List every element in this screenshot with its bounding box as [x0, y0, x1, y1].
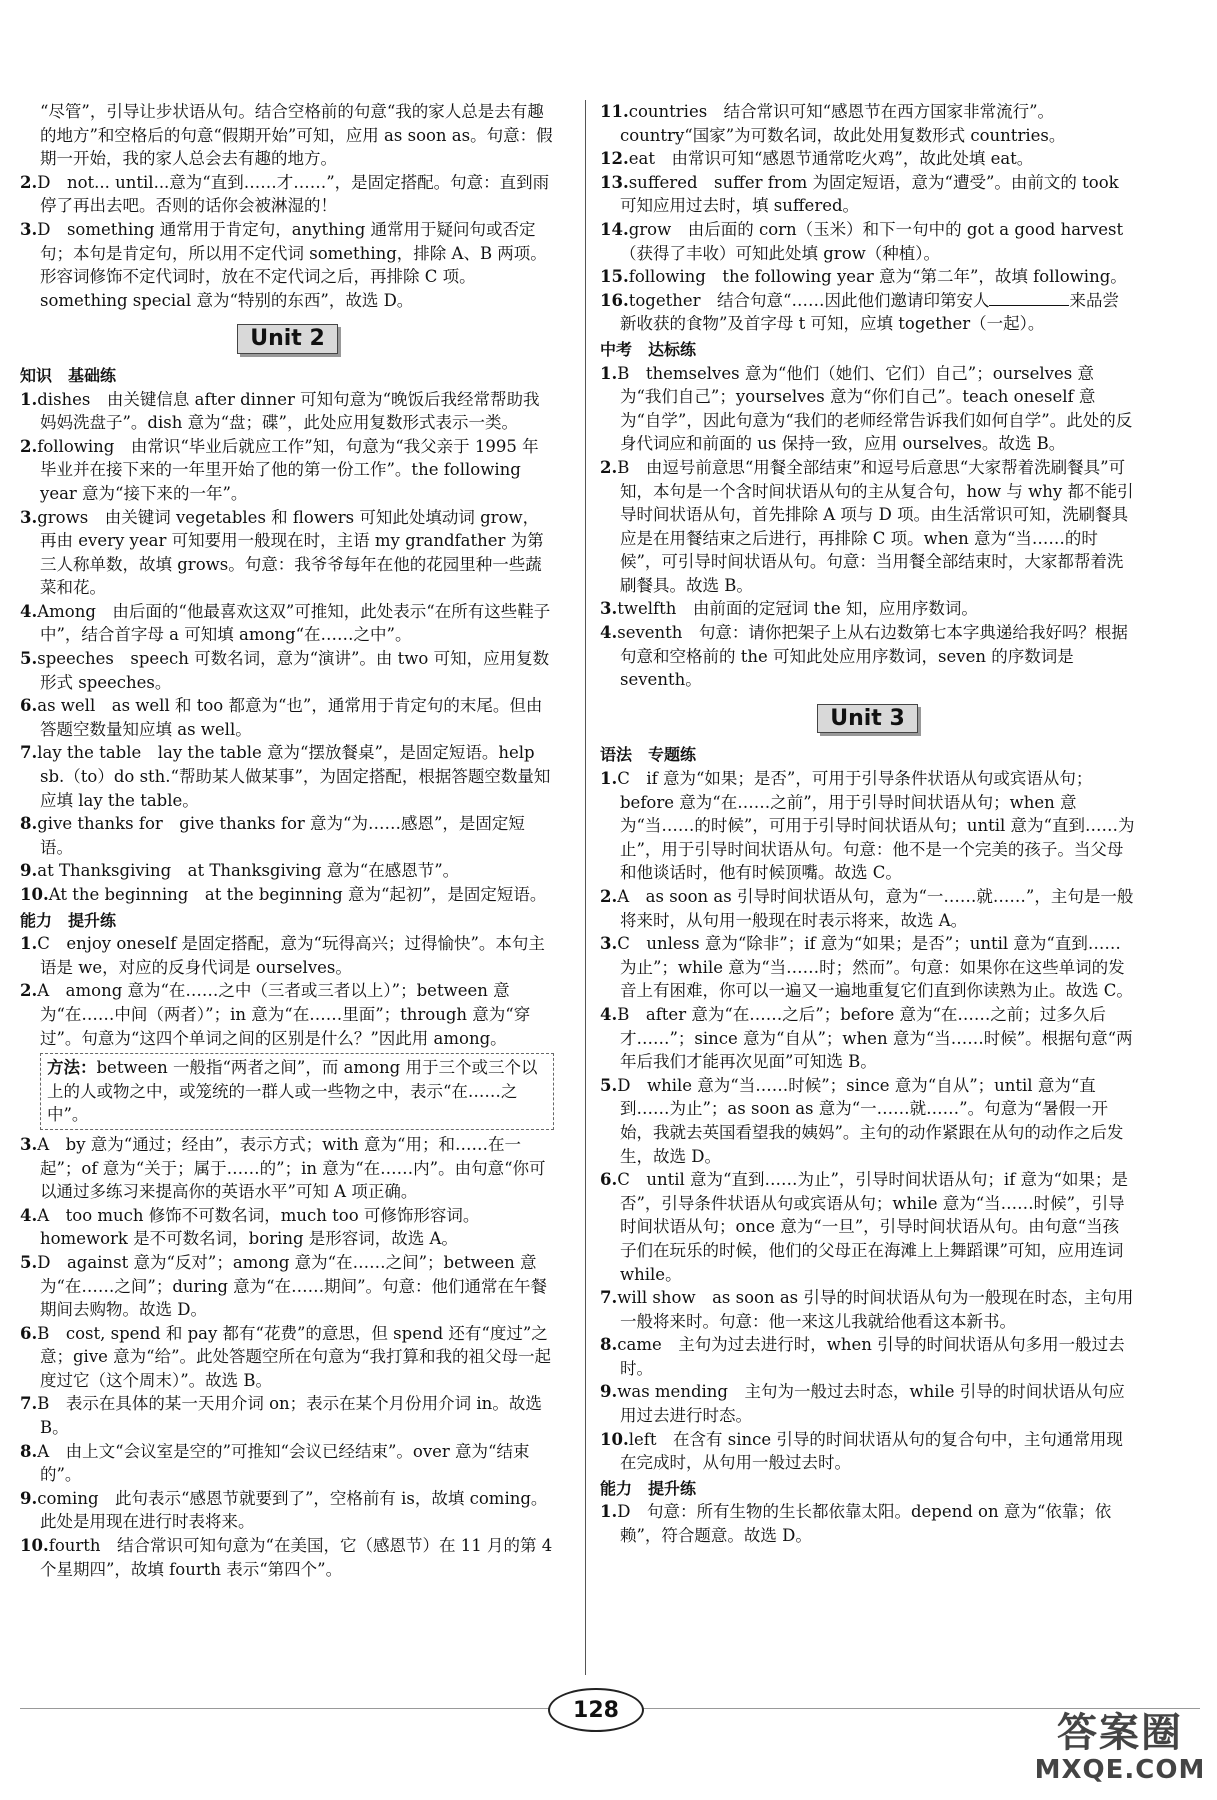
- answer-item: [20, 435, 555, 506]
- answer-item-number: 7.: [600, 1288, 618, 1308]
- answer-item: [20, 506, 555, 600]
- answer-item-number: 8.: [20, 1441, 38, 1461]
- answer-item-number: 2.: [20, 172, 38, 192]
- answer-item-number: 1.: [20, 389, 38, 409]
- answer-item-text: suffered suffer from 为固定短语，意为“遭受”。由前文的 took 可知应用过去时，填 suffered。: [620, 172, 1119, 216]
- answer-item-number: 13.: [600, 172, 629, 192]
- answer-item-number: 4.: [20, 601, 38, 621]
- answer-item-number: 9.: [600, 1382, 618, 1402]
- answer-item-number: 4.: [600, 1004, 618, 1024]
- answer-item: [600, 1074, 1135, 1168]
- answer-item-text: left 在含有 since 引导的时间状语从句的复合句中，主句通常用现在完成时，从句用一般过去时。: [620, 1429, 1123, 1473]
- answer-item: [600, 885, 1135, 932]
- answer-item: [20, 694, 555, 741]
- answer-item: [20, 883, 555, 907]
- answer-item-text: as well as well 和 too 都意为“也”，通常用于肯定句的末尾。但由答题空数量知应填 as well。: [37, 696, 543, 739]
- section-grammar-practice-title: 语法 专题练: [600, 745, 697, 765]
- answer-item: [600, 767, 1135, 885]
- answer-item: [600, 1286, 1135, 1333]
- unit-3-heading: Unit 3: [817, 704, 918, 734]
- answer-item-number: 5.: [600, 1075, 618, 1095]
- answer-item-text: fourth 结合常识可知句意为“在美国，它（感恩节）在 11 月的第 4 个星期四”，故填 fourth 表示“第四个”。: [40, 1536, 553, 1579]
- answer-item-text: D while 意为“当……时候”；since 意为“自从”；until 意为“直到……为止”；as soon as 意为“一……就……”。句意为“暑假一开始，我就去英国看望我的姨妈”。主句的动作紧跟在从句的动作之后发生，故选 D。: [617, 1075, 1124, 1166]
- unit-2-heading: Unit 2: [237, 324, 338, 354]
- answer-item-16-text-a: together 结合句意“……因此他们邀请印第安人: [628, 290, 990, 310]
- page-number: 128: [548, 1688, 644, 1732]
- watermark-logo: [1035, 1700, 1205, 1795]
- answer-item: [20, 932, 555, 979]
- column-divider: [585, 100, 586, 1675]
- answer-item-number: 1.: [20, 934, 38, 954]
- unit-3-heading-wrap: [600, 704, 1135, 734]
- answer-item-text: grow 由后面的 corn（玉米）和下一句中的 got a good harvest（获得了丰收）可知此处填 grow（种植）。: [620, 219, 1124, 263]
- answer-item: [20, 647, 555, 694]
- answer-item-text: D 句意：所有生物的生长都依靠太阳。depend on 意为“依靠；依赖”，符合题意。故选 D。: [617, 1502, 1112, 1546]
- answer-item: [20, 1487, 555, 1534]
- answer-item: [20, 1133, 555, 1204]
- answer-item-text: B 表示在具体的某一天用介词 on；表示在某个月份用介词 in。故选 B。: [37, 1394, 542, 1438]
- basic-practice-list: [20, 388, 555, 907]
- answer-item-number: 4.: [20, 1205, 38, 1225]
- answer-item-number: 14.: [600, 219, 629, 239]
- left-column: [20, 100, 555, 1581]
- answer-item-number: 1.: [600, 769, 618, 789]
- answer-item: [20, 171, 555, 218]
- answer-item: [600, 932, 1135, 1003]
- answer-item-text: speeches speech 可数名词，意为“演讲”。由 two 可知，应用复数形式 speeches。: [37, 649, 550, 692]
- watermark-top-text: 答案圈: [1057, 1709, 1183, 1756]
- answer-item-number: 9.: [20, 1488, 38, 1508]
- answer-item-16-number: 16.: [600, 290, 629, 310]
- answer-item-text: seventh 句意：请你把架子上从右边数第七本字典递给我好吗？根据句意和空格前的 the 可知此处应用序数词，seven 的序数词是 seventh。: [617, 623, 1128, 690]
- answer-item-text: C until 意为“直到……为止”，引导时间状语从句；if 意为“如果；是否”，引导条件状语从句或宾语从句；while 意为“当……时候”，引导时间状语从句；once 意为“一旦”，引导时间状语从句。由句意“当孩子们在玩乐的时候，他们的父母正在海滩上上舞蹈课”可知，应用连词 while。: [617, 1170, 1128, 1284]
- answer-item: [600, 597, 1135, 621]
- answer-item-number: 9.: [20, 861, 38, 881]
- answer-item-text: at Thanksgiving at Thanksgiving 意为“在感恩节”。: [37, 861, 460, 881]
- answer-item: [600, 1428, 1135, 1475]
- answer-item-text: grows 由关键词 vegetables 和 flowers 可知此处填动词 grow，再由 every year 可知要用一般现在时，主语 my grandfather 为第三人称单数，故填 grows。句意：我爷爷每年在他的花园里种一些蔬菜和花。: [37, 507, 544, 598]
- answer-item-number: 10.: [20, 1536, 49, 1556]
- answer-item-number: 10.: [20, 885, 49, 904]
- answer-item-number: 11.: [600, 102, 629, 121]
- section-exam-practice-title: 中考 达标练: [600, 339, 697, 359]
- unit-2-heading-wrap: [20, 324, 555, 354]
- section-basic-practice-title: 知识 基础练: [20, 365, 117, 385]
- answer-item: [600, 1380, 1135, 1427]
- answer-item: [600, 1333, 1135, 1380]
- answer-item: [20, 979, 555, 1050]
- left-top-list: [20, 100, 555, 312]
- answer-item-number: 12.: [600, 149, 629, 169]
- answer-item-number: 10.: [600, 1429, 629, 1449]
- answer-item-number: 3.: [600, 934, 618, 954]
- answer-item-text: A 由上文“会议室是空的”可推知“会议已经结束”。over 意为“结束的”。: [37, 1441, 530, 1485]
- answer-item-text: At the beginning at the beginning 意为“起初”，是固定短语。: [48, 885, 547, 904]
- answer-item-number: 2.: [600, 887, 618, 906]
- answer-item: [20, 1251, 555, 1322]
- answer-item-number: 6.: [20, 696, 38, 716]
- answer-item-text: was mending 主句为一般过去时态，while 引导的时间状语从句应用过去进行时态。: [617, 1382, 1125, 1426]
- answer-item-text: came 主句为过去进行时，when 引导的时间状语从句多用一般过去时。: [617, 1335, 1125, 1378]
- answer-item: [600, 621, 1135, 692]
- answer-item-number: 6.: [600, 1170, 618, 1190]
- answer-item-number: 2.: [20, 436, 38, 456]
- answer-item-number: 3.: [20, 219, 38, 239]
- answer-item: [20, 812, 555, 859]
- answer-item-text: give thanks for give thanks for 意为“为……感恩”，是固定短语。: [37, 814, 525, 857]
- right-top-list: [600, 100, 1135, 289]
- answer-item-number: 3.: [20, 1134, 38, 1154]
- answer-item: [600, 171, 1135, 218]
- exam-practice-list: [600, 362, 1135, 692]
- answer-item-text: A as soon as 引导时间状语从句，意为“一……就……”，主句是一般将来时，从句用一般现在时表示将来，故选 A。: [617, 887, 1134, 930]
- answer-item-text: countries 结合常识可知“感恩节在西方国家非常流行”。country“国家”为可数名词，故此处用复数形式 countries。: [620, 102, 1066, 145]
- answer-item-text: D not... until...意为“直到……才……”，是固定搭配。句意：直到雨停了再出去吧。否则的话你会被淋湿的！: [37, 172, 550, 216]
- answer-item-text: twelfth 由前面的定冠词 the 知，应用序数词。: [617, 599, 978, 619]
- ability-practice-list-b: [20, 1133, 555, 1581]
- answer-item-number: 1.: [600, 363, 618, 383]
- answer-item: [20, 1322, 555, 1393]
- method-tip-box: [40, 1053, 554, 1130]
- answer-item-number: 2.: [600, 457, 618, 477]
- watermark-bottom-text: MXQE.COM: [1034, 1754, 1206, 1785]
- answer-item-number: 8.: [600, 1335, 618, 1355]
- answer-item-number: 7.: [20, 1394, 38, 1414]
- answer-item: [600, 147, 1135, 171]
- ability-practice-2-list: [600, 1500, 1135, 1547]
- fill-blank-line: [989, 291, 1069, 306]
- answer-item: [20, 859, 555, 883]
- answer-item: [600, 1003, 1135, 1074]
- answer-item: [20, 1392, 555, 1439]
- answer-item: [600, 218, 1135, 265]
- answer-item-text: A too much 修饰不可数名词，much too 可修饰形容词。homework 是不可数名词，boring 是形容词，故选 A。: [37, 1205, 480, 1249]
- answer-item: [600, 362, 1135, 456]
- answer-item-text: B 由逗号前意思“用餐全部结束”和逗号后意思“大家帮着洗刷餐具”可知，本句是一个含时间状语从句的主从复合句，how 与 why 都不能引导时间状语从句，首先排除 A 项与 D 项。由生活常识可知，洗刷餐具应是在用餐结束之后进行，再排除 C 项。when 意为“当……的时候”，可引导时间状语从句。句意：当用餐全部结束时，大家都帮着洗刷餐具。故选 B。: [617, 457, 1134, 595]
- answer-item-number: 2.: [20, 981, 38, 1001]
- answer-item-number: 15.: [600, 267, 629, 287]
- answer-item-text: lay the table lay the table 意为“摆放餐桌”，是固定短语。help sb.（to）do sth.“帮助某人做某事”，为固定搭配，根据答题空数量知应填 lay the table。: [37, 743, 551, 810]
- answer-item: [20, 1534, 555, 1581]
- answer-item-16-text-b: 来品尝新收获的食物”及首字母 t 可知，应填 together（一起）。: [620, 290, 1119, 334]
- answer-item-text: B after 意为“在……之后”；before 意为“在……之前；过多久后才……”；since 意为“自从”；when 意为“当……时候”。根据句意“两年后我们才能再次见面”可知选 B。: [617, 1004, 1133, 1072]
- answer-item-text: eat 由常识可知“感恩节通常吃火鸡”，故此处填 eat。: [628, 149, 1034, 169]
- right-column: [600, 100, 1135, 1548]
- answer-item-text: D against 意为“反对”；among 意为“在……之间”；between 意为“在……之间”；during 意为“在……期间”。句意：他们通常在午餐期间去购物。故选 D。: [37, 1252, 548, 1320]
- answer-item-number: 3.: [20, 507, 38, 527]
- answer-item: [600, 1168, 1135, 1286]
- answer-item-number: 7.: [20, 743, 38, 763]
- grammar-practice-list: [600, 767, 1135, 1475]
- answer-item-text: “尽管”，引导让步状语从句。结合空格前的句意“我的家人总是去有趣的地方”和空格后的句意“假期开始”可知，应用 as soon as。句意：假期一开始，我的家人总会去有趣的地方。: [40, 102, 553, 169]
- answer-item-text: B cost, spend 和 pay 都有“花费”的意思，但 spend 还有“度过”之意；give 意为“给”。此处答题空所在句意为“我打算和我的祖父母一起度过它（这个周末）”。故选 B。: [37, 1323, 551, 1390]
- answer-item-text: following the following year 意为“第二年”，故填 following。: [628, 267, 1127, 287]
- answer-item: [600, 100, 1135, 147]
- method-tip-text: between 一般指“两者之间”，而 among 用于三个或三个以上的人或物之中，或笼统的一群人或一些物之中，表示“在……之中”。: [47, 1058, 538, 1125]
- answer-item-number: 8.: [20, 814, 38, 834]
- section-ability-practice-title: 能力 提升练: [20, 910, 117, 930]
- answer-item-number: 5.: [20, 1252, 38, 1272]
- answer-item-number: 3.: [600, 599, 618, 619]
- answer-item-text: will show as soon as 引导的时间状语从句为一般现在时态，主句用一般将来时。句意：他一来这儿我就给他看这本新书。: [617, 1288, 1134, 1331]
- answer-item-text: D something 通常用于肯定句，anything 通常用于疑问句或否定句；本句是肯定句，所以用不定代词 something，排除 A、B 两项。形容词修饰不定代词时，放在不定代词之后，再排除 C 项。something special 意为“特别的东西”，故选 D。: [37, 219, 547, 310]
- answer-item: [600, 265, 1135, 289]
- answer-item-text: C unless 意为“除非”；if 意为“如果；是否”；until 意为“直到……为止”；while 意为“当……时；然而”。句意：如果你在这些单词的发音上有困难，你可以一遍又一遍地重复它们直到你读熟为止。故选 C。: [617, 934, 1133, 1001]
- answer-item: [20, 600, 555, 647]
- answer-item-text: coming 此句表示“感恩节就要到了”，空格前有 is，故填 coming。此处是用现在进行时表将来。: [37, 1488, 548, 1532]
- answer-item-text: Among 由后面的“他最喜欢这双”可推知，此处表示“在所有这些鞋子中”，结合首字母 a 可知填 among“在……之中”。: [37, 601, 551, 645]
- answer-item: [20, 741, 555, 812]
- answer-item: [20, 100, 555, 171]
- answer-item-number: 5.: [20, 649, 38, 669]
- ability-practice-list-a: [20, 932, 555, 1050]
- answer-item-text: C if 意为“如果；是否”，可用于引导条件状语从句或宾语从句；before 意为“在……之前”，用于引导时间状语从句；when 意为“当……的时候”，可用于引导时间状语从句；until 意为“直到……为止”，用于引导时间状语从句。句意：他不是一个完美的孩子。当父母和他谈话时，他有时候顶嘴。故选 C。: [617, 769, 1135, 883]
- answer-item-text: dishes 由关键信息 after dinner 可知句意为“晚饭后我经常帮助我妈妈洗盘子”。dish 意为“盘；碟”，此处应用复数形式表示一类。: [37, 389, 540, 433]
- answer-item-number: 4.: [600, 623, 618, 643]
- answer-item: [20, 1440, 555, 1487]
- answer-item-text: A among 意为“在……之中（三者或三者以上）”；between 意为“在……中间（两者）”；in 意为“在……里面”；through 意为“穿过”。句意为“这四个单词之间的区别是什么？”因此用 among。: [37, 981, 531, 1048]
- answer-item: [600, 1500, 1135, 1547]
- answer-item: [600, 456, 1135, 598]
- answer-item-number: 6.: [20, 1323, 38, 1343]
- method-tip-label: 方法：: [47, 1058, 97, 1078]
- answer-item-text: following 由常识“毕业后就应工作”知，句意为“我父亲于 1995 年毕业并在接下来的一年里开始了他的第一份工作”。the following year 意为“接下来的一年”。: [37, 436, 539, 503]
- answer-item-16: [600, 289, 1135, 336]
- answer-item-text: B themselves 意为“他们（她们、它们）自己”；ourselves 意为“我们自己”；yourselves 意为“你们自己”。teach oneself 意为“自学”，因此句意为“我们的老师经常告诉我们如何自学”。此处的反身代词应和前面的 us 保持一致，应用 ourselves。故选 B。: [617, 363, 1133, 454]
- answer-item: [20, 388, 555, 435]
- answer-item-number: 1.: [600, 1502, 618, 1522]
- answer-item: [20, 1204, 555, 1251]
- answer-item-text: A by 意为“通过；经由”，表示方式；with 意为“用；和……在一起”；of 意为“关于；属于……的”；in 意为“在……内”。由句意“你可以通过多练习来提高你的英语水平”可知 A 项正确。: [37, 1134, 546, 1202]
- answer-item: [20, 218, 555, 312]
- answer-item-text: C enjoy oneself 是固定搭配，意为“玩得高兴；过得愉快”。本句主语是 we，对应的反身代词是 ourselves。: [37, 934, 545, 977]
- section-ability-practice-2-title: 能力 提升练: [600, 1478, 697, 1498]
